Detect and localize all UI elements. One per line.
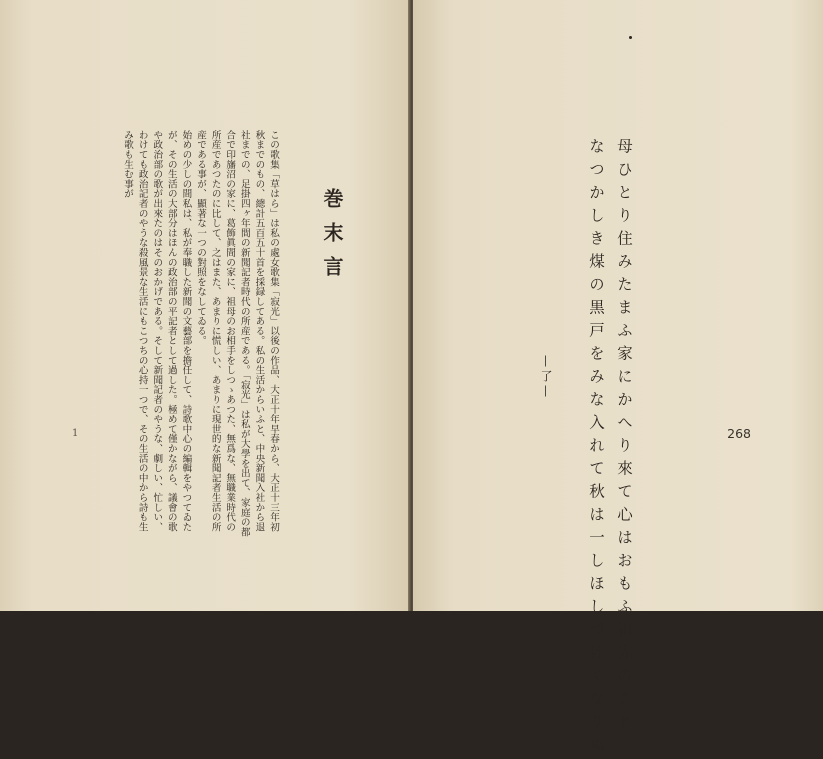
afterword-paragraph-1: この歌集「草はら」は私の處女歌集「寂光」以後の作品、大正十年早春から、大正十三年初秋までのもの、總計五百五十首を採録してある。私の生活からいふと、中央新聞入社から退社までの、足掛四ヶ年間の新聞記者時代の所産である。「寂光」は私が大學を出て、家庭の都合で印旛沼の家に、葛飾眞間の家に、祖母のお相手をしつゝあつた、無爲な、無職業時代の所産であつたのに比して、之はまた、あまりに慌しい、あまりに現世的な新聞記者生活の所産である事が、顯著な一つの對照をなしてゐる。: [195, 130, 279, 537]
left-page: [0, 0, 410, 611]
poem-line-1: 母ひとり住みたまふ家にかへり來て心はおもふ祖先のこと: [615, 138, 633, 736]
end-mark: —了—: [539, 355, 553, 400]
tanka-poems: [582, 138, 638, 759]
page-number: 268: [727, 426, 751, 441]
margin-mark: 1: [72, 428, 79, 439]
afterword-title: 巻末言: [320, 188, 344, 290]
afterword-paragraph-2: 始めの少しの間私は、私が奉職した新聞の文藝部を擔任して、詩歌中心の編輯をやつてゐたが、その生活の大部分はほんの政治部の平記者として過した。極めて僅かながら、議會の歌や政治部の歌が出來たのはそのおかげである。そして新聞記者のやうな、劇しい、忙しい、わけても政治記者のやうな殺風景な生活にもこつちの心持一つで、その生活の中から詩も生み歌も生む事が: [122, 130, 192, 532]
right-page: [413, 0, 823, 759]
afterword-body: [119, 130, 280, 540]
poem-line-2: なつかしき煤の黒戸をみな入れて秋は一しほしづけくなりぬ: [587, 138, 605, 759]
ink-speck: [629, 36, 632, 39]
